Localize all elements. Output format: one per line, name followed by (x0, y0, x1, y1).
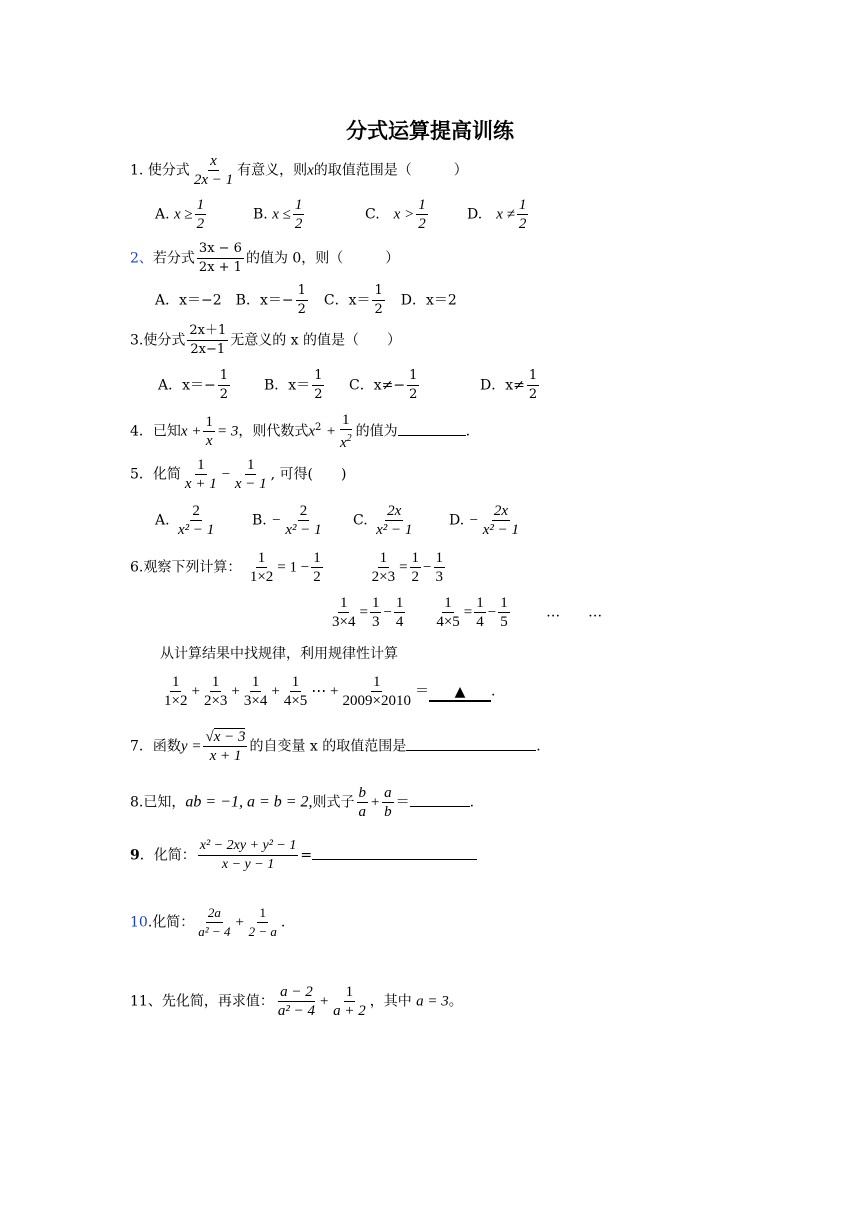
q6-eq-1: $\frac{1}{1\times 2}$ (249, 550, 274, 585)
q2-options: A．x＝−2 B．x＝− $\frac{1}{2}$ C．x＝ $\frac{1}{2}$ D．x＝2 (155, 283, 457, 317)
page-title: 分式运算提高训练 (346, 119, 514, 143)
q1-option-a: A. x ≥ $\frac{1}{2}$ (155, 197, 205, 232)
question-8: 8.已知，ab = −1, a = b = 2,则式子 $\frac{b}{a}$ + $\frac{a}{b}$ ＝ . (130, 785, 475, 820)
q4-answer-blank[interactable] (398, 423, 466, 436)
q2-tail: 的值为 0，则（ ） (245, 250, 400, 267)
q1-number: 1. (130, 162, 144, 179)
q10-number: 10 (130, 914, 148, 931)
q2-fraction: $\frac{3x - 6}{2x + 1}$ (198, 241, 242, 275)
q6-eq-2: $\frac{1}{2\times 3}$ (371, 550, 396, 585)
question-5: 5．化简 $\frac{1}{x + 1}$ − $\frac{1}{x - 1}$ , 可得( ) (130, 457, 347, 492)
question-9: 9．化简： $\frac{\text{x² − 2xy + y² − 1}}{x - y - 1}$ = (130, 837, 477, 874)
question-3 (130, 322, 401, 359)
page-title-wrap (0, 115, 860, 145)
q6-row-2: $\frac{1}{3\times 4}$ = $\frac{1}{3}$ − $\frac{1}{4}$ $\frac{1}{4\times 5}$ = $\frac{1}{4}$ − $\frac{1}{5}$ … … (332, 595, 603, 630)
q1-option-b: B. x ≤ $\frac{1}{2}$ (253, 197, 303, 232)
question-11: 11、先化简，再求值： $\frac{a - 2}{\text{a² − 4}}$ + $\frac{1}{a + 2}$ ，其中 a = 3。 (130, 984, 463, 1019)
q6-answer-blank[interactable] (429, 684, 491, 702)
question-6: 6.观察下列计算： $\frac{1}{1\times 2}$ = 1 − $\frac{1}{2}$ $\frac{1}{2\times 3}$ = $\frac{1}{2}$ − $\frac{1}{3}$ (130, 550, 444, 585)
q1-after: 有意义，则 (237, 162, 308, 179)
q6-ellipsis: … … (546, 604, 603, 621)
q3-fraction: $\frac{2x+1}{2x-1}$ (189, 323, 227, 357)
q5-option-d: D. − $\frac{2x}{\text{x² − 1}}$ (449, 503, 520, 538)
question-1 (130, 152, 468, 189)
q1-fraction: $\frac{x}{2x - 1}$ (193, 153, 234, 188)
q1-option-c: C. x > $\frac{1}{2}$ (365, 197, 426, 232)
q1-lead: 使分式 (147, 162, 190, 179)
question-4: 4．已知x + $\frac{1}{x}$ = 3，则代数式$x^2$ + $\frac{1}{x^2}$ 的值为 . (130, 412, 471, 451)
q3-option-c: C．x≠− $\frac{1}{2}$ (349, 368, 418, 402)
q3-option-d: D．x≠ $\frac{1}{2}$ (480, 368, 538, 402)
question-10: 10.化简： $\frac{2a}{\text{a² − 4}}$ + $\frac{1}{2 - a}$ . (130, 905, 286, 939)
q2-number: 2、 (130, 250, 153, 267)
q9-answer-blank[interactable] (312, 847, 477, 860)
q5-option-b: B. − $\frac{2}{\text{x² − 1}}$ (252, 503, 322, 538)
q3-option-b: B．x＝ $\frac{1}{2}$ (264, 368, 323, 402)
q2-lead: 若分式 (152, 250, 195, 267)
q6-eq-4: $\frac{1}{4\times 5}$ (436, 595, 460, 630)
q3-lead: 3.使分式 (130, 332, 186, 349)
q2-option-a: A．x＝−2 (155, 292, 222, 309)
q6-eq-3: $\frac{1}{3\times 4}$ (332, 595, 356, 630)
q3-tail: 无意义的 x 的值是（ ） (230, 332, 402, 349)
q1-tail: 的取值范围是（ ） (313, 162, 468, 179)
q1-option-d: D. x ≠ $\frac{1}{2}$ (467, 197, 527, 232)
q5-option-c: C. $\frac{2x}{\text{x² − 1}}$ (353, 503, 413, 538)
question-2 (130, 240, 399, 277)
q2-option-d: D．x＝2 (400, 292, 457, 309)
q2-option-c: C．x＝ (323, 292, 371, 309)
q8-answer-blank[interactable] (410, 794, 470, 807)
q7-answer-blank[interactable] (406, 738, 536, 751)
q2-option-b: B．x＝− (235, 292, 294, 309)
q1-var: x (307, 162, 314, 179)
q3-option-a: A．x＝− $\frac{1}{2}$ (158, 368, 229, 402)
q5-option-a: A. $\frac{2}{\text{x² − 1}}$ (155, 503, 215, 538)
triangle-icon: ▲ (454, 683, 466, 700)
q6-instruction: 从计算结果中找规律，利用规律性计算 (160, 646, 398, 662)
q6-sum-expression: $\frac{1}{1\times 2}$ + $\frac{1}{2\times 3}$ + $\frac{1}{3\times 4}$ + $\frac{1}{4\times 5}$ ⋯ + $\frac{1}{2009\times 2010}$ ＝ ▲ . (164, 674, 496, 709)
question-7: 7．函数y = $\frac{√x - 3}{x + 1}$ 的自变量 x 的取值范围是 . (130, 729, 541, 764)
